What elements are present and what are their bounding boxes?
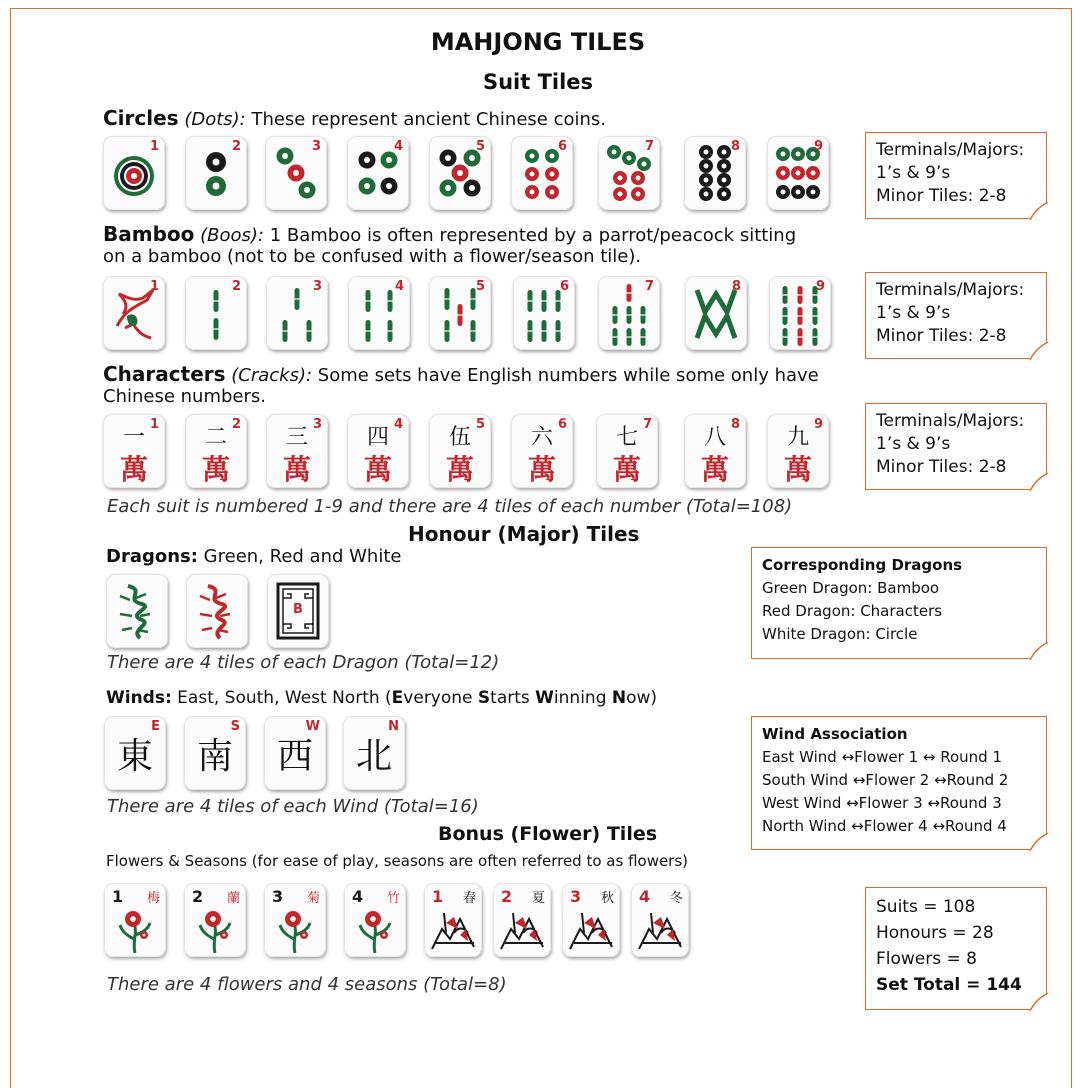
tile-number: 1 bbox=[149, 279, 159, 294]
page-fold-icon bbox=[1030, 202, 1048, 220]
character-tile-7 bbox=[596, 414, 658, 488]
wan-glyph: 萬 bbox=[612, 453, 641, 486]
bonus-number: 1 bbox=[432, 887, 444, 906]
bamboo-tile-9 bbox=[769, 276, 831, 350]
dragon-box-heading: Corresponding Dragons bbox=[762, 556, 963, 574]
bamboo-description bbox=[103, 222, 796, 246]
bonus-tile-6 bbox=[493, 883, 551, 957]
bonus-number: 2 bbox=[501, 887, 513, 906]
terminals-line1: Terminals/Majors: bbox=[876, 140, 1025, 160]
bamboo-tile-1 bbox=[103, 276, 165, 350]
wind-glyph: 南 bbox=[196, 736, 233, 777]
bonus-tile-4 bbox=[344, 883, 406, 957]
corresponding-dragons-box bbox=[751, 547, 1047, 659]
wan-glyph: 萬 bbox=[445, 453, 474, 486]
green-dragon-icon bbox=[106, 574, 168, 648]
white-dragon-tile bbox=[267, 574, 329, 648]
character-number-glyph: 四 bbox=[366, 425, 389, 450]
bonus-number: 2 bbox=[192, 887, 204, 906]
tile-number: 7 bbox=[644, 279, 654, 294]
character-tile-1 bbox=[103, 414, 165, 488]
tile-number: 2 bbox=[231, 139, 241, 154]
tile-number: 5 bbox=[475, 417, 485, 432]
bonus-glyph: 春 bbox=[462, 891, 476, 906]
bonus-glyph: 蘭 bbox=[226, 891, 240, 906]
white-dragon-letter: B bbox=[293, 602, 303, 617]
tile-number: 4 bbox=[393, 139, 403, 154]
suits-total-note: Each suit is numbered 1-9 and there are 4 tiles of each number (Total=108) bbox=[107, 496, 793, 517]
character-number-glyph: 三 bbox=[285, 425, 308, 450]
terminals-line2: 1’s & 9’s bbox=[876, 163, 951, 183]
character-number-glyph: 伍 bbox=[448, 425, 471, 450]
terminals-line2: 1’s & 9’s bbox=[876, 434, 951, 454]
bonus-tile-1 bbox=[104, 883, 166, 957]
character-tile-9 bbox=[767, 414, 829, 488]
wan-glyph: 萬 bbox=[201, 453, 230, 486]
wind-box-line2: South Wind ↔Flower 2 ↔Round 2 bbox=[762, 771, 1009, 789]
character-number-glyph: 七 bbox=[615, 425, 638, 450]
tile-number: 1 bbox=[149, 417, 159, 432]
circle-tile-2 bbox=[185, 136, 247, 210]
bamboo-tile-7 bbox=[598, 276, 660, 350]
bonus-tile-5 bbox=[424, 883, 482, 957]
character-tile-6 bbox=[511, 414, 573, 488]
tile-number: 8 bbox=[730, 417, 740, 432]
character-tile-4 bbox=[347, 414, 409, 488]
character-tile-8 bbox=[684, 414, 746, 488]
tile-number: 5 bbox=[475, 139, 485, 154]
mnemonic-w: W bbox=[535, 688, 554, 708]
red-dragon-tile bbox=[186, 574, 248, 648]
circle-tile-7 bbox=[598, 136, 660, 210]
bamboo-desc-2: on a bamboo (not to be confused with a flower/season tile). bbox=[103, 246, 642, 267]
dragon-box-line1: Green Dragon: Bamboo bbox=[762, 579, 940, 597]
tile-number: 9 bbox=[813, 139, 823, 154]
bamboo-tile-3 bbox=[266, 276, 328, 350]
bonus-glyph: 冬 bbox=[669, 891, 683, 906]
bonus-glyph: 竹 bbox=[386, 891, 400, 906]
circles-desc: These represent ancient Chinese coins. bbox=[245, 109, 606, 130]
characters-desc-2: Chinese numbers. bbox=[103, 386, 266, 407]
wan-glyph: 萬 bbox=[700, 453, 729, 486]
wan-glyph: 萬 bbox=[363, 453, 392, 486]
red-dragon-icon bbox=[186, 574, 248, 648]
dragon-box-line2: Red Dragon: Characters bbox=[762, 602, 943, 620]
bonus-heading: Bonus (Flower) Tiles bbox=[438, 823, 658, 845]
terminals-box-bamboo bbox=[865, 272, 1047, 359]
tile-number: 6 bbox=[557, 139, 567, 154]
wan-glyph: 萬 bbox=[119, 453, 148, 486]
bonus-glyph: 夏 bbox=[531, 891, 545, 906]
character-number-glyph: 八 bbox=[703, 425, 726, 450]
total-suits: Suits = 108 bbox=[876, 897, 976, 917]
dragons-total-note: There are 4 tiles of each Dragon (Total=12) bbox=[107, 652, 500, 673]
bamboo-label: Bamboo bbox=[103, 222, 195, 246]
tile-number: 8 bbox=[730, 139, 740, 154]
dragons-desc: Green, Red and White bbox=[197, 546, 402, 567]
mnemonic-s-rest: tarts bbox=[490, 688, 536, 708]
wind-box-line4: North Wind ↔Flower 4 ↔Round 4 bbox=[762, 817, 1007, 835]
bamboo-alt-name: (Boos): bbox=[200, 225, 264, 246]
circle-tile-1 bbox=[103, 136, 165, 210]
tile-number: 2 bbox=[231, 279, 241, 294]
circles-label: Circles bbox=[103, 106, 179, 130]
mnemonic-n-rest: ow) bbox=[626, 688, 658, 708]
bonus-number: 4 bbox=[352, 887, 364, 906]
tile-number: 1 bbox=[149, 139, 159, 154]
bonus-tile-7 bbox=[562, 883, 620, 957]
characters-alt-name: (Cracks): bbox=[231, 365, 313, 386]
wind-box-line1: East Wind ↔Flower 1 ↔ Round 1 bbox=[762, 748, 1002, 766]
wind-association-box bbox=[751, 716, 1047, 850]
character-tile-3 bbox=[266, 414, 328, 488]
page-fold-icon bbox=[1030, 342, 1048, 360]
wind-letter: W bbox=[305, 719, 320, 734]
green-dragon-tile bbox=[106, 574, 168, 648]
bamboo-tile-2 bbox=[185, 276, 247, 350]
bonus-tile-3 bbox=[264, 883, 326, 957]
winds-label: Winds: bbox=[106, 688, 172, 708]
circle-tile-5 bbox=[429, 136, 491, 210]
bonus-glyph: 菊 bbox=[306, 891, 320, 906]
bamboo-tile-5 bbox=[429, 276, 491, 350]
wan-glyph: 萬 bbox=[282, 453, 311, 486]
bonus-number: 1 bbox=[112, 887, 124, 906]
mnemonic-e-rest: veryone bbox=[403, 688, 478, 708]
bonus-number: 3 bbox=[272, 887, 284, 906]
tile-number: 4 bbox=[393, 417, 403, 432]
terminals-line1: Terminals/Majors: bbox=[876, 280, 1025, 300]
bamboo-tile-4 bbox=[348, 276, 410, 350]
tile-number: 9 bbox=[813, 417, 823, 432]
circle-tile-8 bbox=[684, 136, 746, 210]
dragon-box-line3: White Dragon: Circle bbox=[762, 625, 918, 643]
wind-tile-s bbox=[184, 716, 246, 790]
bonus-number: 3 bbox=[570, 887, 582, 906]
bonus-description: Flowers & Seasons (for ease of play, seasons are often referred to as flowers) bbox=[106, 852, 689, 870]
set-total-box bbox=[865, 887, 1047, 1010]
mnemonic-e: E bbox=[391, 688, 404, 708]
bonus-number: 4 bbox=[639, 887, 651, 906]
winds-total-note: There are 4 tiles of each Wind (Total=16) bbox=[107, 796, 479, 817]
bamboo-desc-1: 1 Bamboo is often represented by a parrot/peacock sitting bbox=[264, 225, 797, 246]
wind-letter: N bbox=[388, 719, 399, 734]
wind-box-line3: West Wind ↔Flower 3 ↔Round 3 bbox=[762, 794, 1002, 812]
characters-description bbox=[103, 362, 819, 386]
tile-number: 3 bbox=[312, 279, 322, 294]
tile-number: 3 bbox=[311, 139, 321, 154]
bonus-glyph: 秋 bbox=[600, 891, 614, 906]
suit-tiles-heading: Suit Tiles bbox=[482, 70, 594, 94]
wind-tile-e bbox=[104, 716, 166, 790]
terminals-line3: Minor Tiles: 2-8 bbox=[876, 326, 1007, 346]
wind-glyph: 西 bbox=[276, 736, 313, 777]
dragons-description bbox=[106, 546, 401, 567]
page-fold-icon bbox=[1030, 993, 1048, 1011]
wind-tile-n bbox=[343, 716, 405, 790]
page-title: MAHJONG TILES bbox=[430, 28, 646, 56]
character-tile-2 bbox=[185, 414, 247, 488]
characters-desc-1: Some sets have English numbers while some only have bbox=[312, 365, 819, 386]
page-fold-icon bbox=[1030, 833, 1048, 851]
character-number-glyph: 二 bbox=[204, 425, 227, 450]
tile-number: 6 bbox=[559, 279, 569, 294]
tile-number: 7 bbox=[644, 139, 654, 154]
tile-number: 5 bbox=[475, 279, 485, 294]
terminals-line2: 1’s & 9’s bbox=[876, 303, 951, 323]
circle-tile-3 bbox=[265, 136, 327, 210]
wind-box-heading: Wind Association bbox=[762, 725, 908, 743]
tile-number: 9 bbox=[815, 279, 825, 294]
wind-tile-w bbox=[264, 716, 326, 790]
mnemonic-s: S bbox=[477, 688, 491, 708]
tile-number: 7 bbox=[642, 417, 652, 432]
bamboo-tile-6 bbox=[513, 276, 575, 350]
wind-letter: E bbox=[151, 719, 160, 734]
total-honours: Honours = 28 bbox=[876, 923, 994, 943]
tile-number: 8 bbox=[731, 279, 741, 294]
terminals-line1: Terminals/Majors: bbox=[876, 411, 1025, 431]
circles-alt-name: (Dots): bbox=[184, 109, 246, 130]
wan-glyph: 萬 bbox=[527, 453, 556, 486]
wan-glyph: 萬 bbox=[783, 453, 812, 486]
characters-label: Characters bbox=[103, 362, 226, 386]
bonus-total-note: There are 4 flowers and 4 seasons (Total=8) bbox=[107, 974, 507, 995]
terminals-line3: Minor Tiles: 2-8 bbox=[876, 186, 1007, 206]
dragons-label: Dragons: bbox=[106, 546, 198, 567]
mnemonic-w-rest: inning bbox=[553, 688, 612, 708]
character-number-glyph: 一 bbox=[122, 425, 145, 450]
bamboo-tile-8 bbox=[685, 276, 747, 350]
mnemonic-n: N bbox=[611, 688, 627, 708]
wind-glyph: 北 bbox=[355, 736, 392, 777]
wind-glyph: 東 bbox=[116, 736, 153, 777]
bonus-glyph: 梅 bbox=[146, 891, 160, 906]
winds-desc: East, South, West North ( bbox=[171, 688, 392, 708]
character-number-glyph: 九 bbox=[786, 425, 809, 450]
bonus-tile-2 bbox=[184, 883, 246, 957]
character-tile-5 bbox=[429, 414, 491, 488]
terminals-line3: Minor Tiles: 2-8 bbox=[876, 457, 1007, 477]
page-fold-icon bbox=[1030, 642, 1048, 660]
terminals-box-circles bbox=[865, 132, 1047, 219]
terminals-box-characters bbox=[865, 403, 1047, 490]
circle-tile-6 bbox=[511, 136, 573, 210]
circle-tile-4 bbox=[347, 136, 409, 210]
tile-number: 4 bbox=[394, 279, 404, 294]
winds-description bbox=[106, 688, 657, 708]
honour-heading: Honour (Major) Tiles bbox=[408, 522, 640, 546]
total-set: Set Total = 144 bbox=[876, 975, 1022, 995]
circles-description bbox=[103, 106, 606, 130]
wind-letter: S bbox=[230, 719, 240, 734]
tile-number: 6 bbox=[557, 417, 567, 432]
total-flowers: Flowers = 8 bbox=[876, 949, 977, 969]
tile-number: 2 bbox=[231, 417, 241, 432]
circle-tile-9 bbox=[767, 136, 829, 210]
character-number-glyph: 六 bbox=[530, 425, 553, 450]
bonus-tile-8 bbox=[631, 883, 689, 957]
page-fold-icon bbox=[1030, 473, 1048, 491]
tile-number: 3 bbox=[312, 417, 322, 432]
